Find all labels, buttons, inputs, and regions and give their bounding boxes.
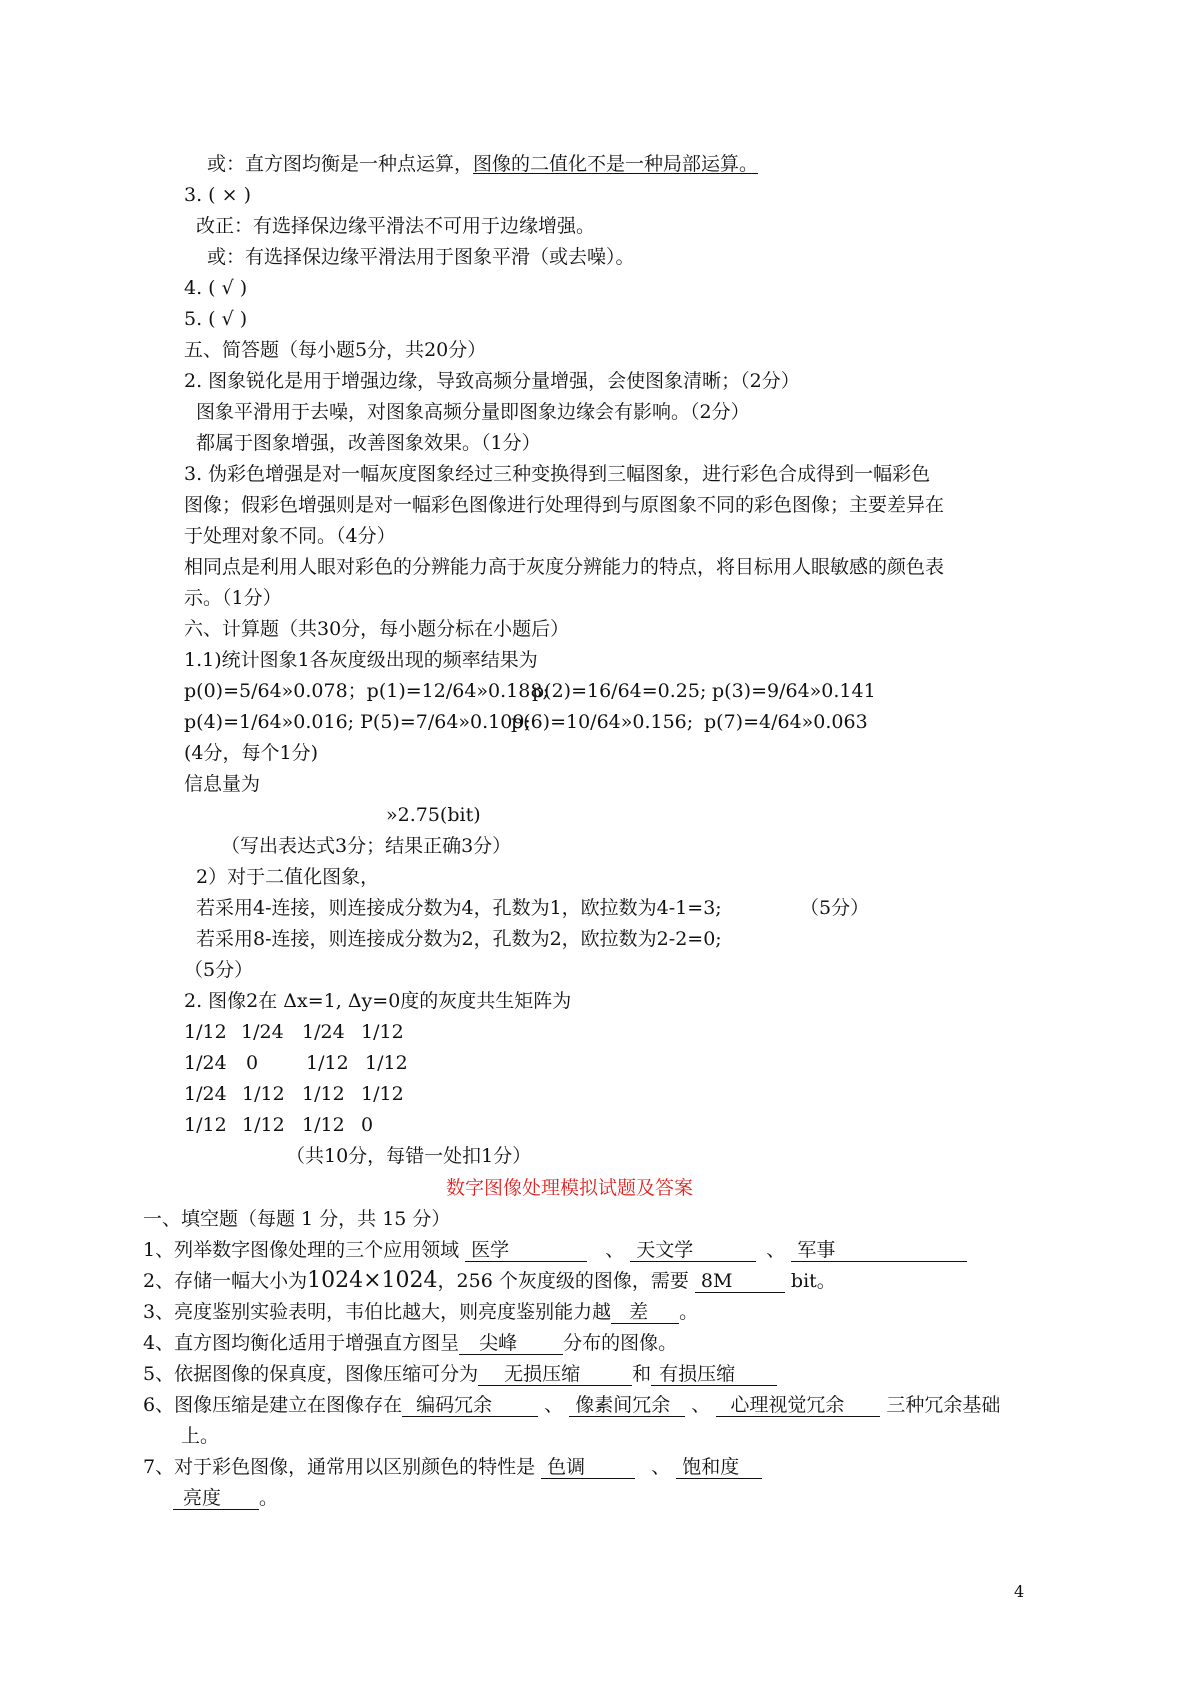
matrix-cell: 1/12 xyxy=(306,1052,349,1074)
info-label: 信息量为 xyxy=(184,773,261,795)
answer-blank: 无损压缩 xyxy=(478,1363,632,1386)
separator: 、 xyxy=(605,1239,625,1261)
s5-line: 示。（1分） xyxy=(184,587,282,609)
separator: 、 xyxy=(691,1394,711,1416)
s5-line: 图象平滑用于去噪，对图象高频分量即图象边缘会有影响。（2分） xyxy=(196,401,750,423)
question-text: 。 xyxy=(259,1487,279,1509)
answer-blank: 尖峰 xyxy=(459,1332,563,1355)
answer-blank: 差 xyxy=(611,1301,679,1324)
question-2 xyxy=(143,1269,836,1293)
s5-line: 都属于图象增强，改善图象效果。（1分） xyxy=(196,432,541,454)
answer-5: 5. ( √ ) xyxy=(184,308,248,330)
answer-blank: 天文学 xyxy=(630,1239,756,1262)
score-note: （5分） xyxy=(800,897,870,919)
prob-p6: p(6)=10/64»0.156; xyxy=(511,711,694,733)
question-text: 3、亮度鉴别实验表明，韦伯比越大，则亮度鉴别能力越 xyxy=(143,1301,612,1323)
or-line xyxy=(207,152,758,176)
answer-blank: 心理视觉冗余 xyxy=(716,1394,880,1417)
answer-blank: 像素间冗余 xyxy=(569,1394,685,1417)
score-note: （写出表达式3分；结果正确3分） xyxy=(221,835,512,857)
s5-line: 2. 图象锐化是用于增强边缘，导致高频分量增强，会使图象清晰；（2分） xyxy=(184,370,800,392)
answer-blank: 饱和度 xyxy=(676,1456,762,1479)
score-note: (4分，每个1分) xyxy=(184,742,319,764)
matrix-cell: 1/12 xyxy=(184,1021,227,1043)
answer-blank: 亮度 xyxy=(173,1487,259,1510)
question-text: ，256 个灰度级的图像，需要 xyxy=(437,1270,689,1292)
answer-blank: 军事 xyxy=(791,1239,967,1262)
question-text: 分布的图像。 xyxy=(563,1332,678,1354)
matrix-cell: 1/24 xyxy=(184,1083,227,1105)
matrix-cell: 1/24 xyxy=(302,1021,345,1043)
answer-blank: 有损压缩 xyxy=(651,1363,777,1386)
exam-title: 数字图像处理模拟试题及答案 xyxy=(446,1177,694,1199)
prob-p2: p(2)=16/64=0.25; xyxy=(532,680,707,702)
matrix-cell: 1/24 xyxy=(241,1021,284,1043)
prob-p7: p(7)=4/64»0.063 xyxy=(704,711,868,733)
section-6-heading: 六、计算题（共30分，每小题分标在小题后） xyxy=(184,618,570,640)
question-text: 6、图像压缩是建立在图像存在 xyxy=(143,1394,403,1416)
section-5-heading: 五、简答题（每小题5分，共20分） xyxy=(184,339,487,361)
s5-line: 相同点是利用人眼对彩色的分辨能力高于灰度分辨能力的特点，将目标用人眼敏感的颜色表 xyxy=(184,556,945,578)
separator: 、 xyxy=(766,1239,786,1261)
matrix-cell: 1/12 xyxy=(302,1114,345,1136)
matrix-cell: 1/24 xyxy=(184,1052,227,1074)
score-note: （5分） xyxy=(184,959,254,981)
matrix-cell: 1/12 xyxy=(361,1083,404,1105)
fill-in-heading: 一、填空题（每题 1 分，共 15 分） xyxy=(143,1208,451,1230)
s5-line: 图像；假彩色增强则是对一幅彩色图像进行处理得到与原图象不同的彩色图像；主要差异在 xyxy=(184,494,945,516)
question-6-cont: 上。 xyxy=(181,1425,220,1447)
question-text: 和 xyxy=(632,1363,652,1385)
prob-p0-p1: p(0)=5/64»0.078；p(1)=12/64»0.188; xyxy=(184,680,549,702)
answer-4: 4. ( √ ) xyxy=(184,277,248,299)
text: 或：直方图均衡是一种点运算， xyxy=(207,153,474,175)
matrix-cell: 1/12 xyxy=(302,1083,345,1105)
page-number: 4 xyxy=(1014,1582,1025,1601)
matrix-cell: 1/12 xyxy=(242,1083,285,1105)
question-text: 。 xyxy=(679,1301,699,1323)
separator: 、 xyxy=(651,1456,671,1478)
info-result: »2.75(bit) xyxy=(386,804,481,826)
s6-line: 1.1)统计图象1各灰度级出现的频率结果为 xyxy=(184,649,538,671)
question-1 xyxy=(143,1238,967,1262)
matrix-cell: 1/12 xyxy=(361,1021,404,1043)
question-text: 1、列举数字图像处理的三个应用领域 xyxy=(143,1239,460,1261)
math-expression: 1024×1024 xyxy=(307,1268,438,1293)
question-7-cont xyxy=(173,1486,278,1510)
question-text: 2、存储一幅大小为 xyxy=(143,1270,308,1292)
correction-3: 改正：有选择保边缘平滑法不可用于边缘增强。 xyxy=(196,215,596,237)
s6-line: 若采用8-连接，则连接成分数为2，孔数为2，欧拉数为2-2=0; xyxy=(196,928,722,950)
s6-line: 若采用4-连接，则连接成分数为4，孔数为1，欧拉数为4-1=3; xyxy=(196,897,722,919)
prob-p4-p5: p(4)=1/64»0.016; P(5)=7/64»0.109; xyxy=(184,711,531,733)
s6-line: 2）对于二值化图象， xyxy=(196,866,380,888)
question-text: 5、依据图像的保真度，图像压缩可分为 xyxy=(143,1363,479,1385)
question-6 xyxy=(143,1393,1000,1417)
answer-blank: 8M xyxy=(695,1270,785,1293)
separator: 、 xyxy=(544,1394,564,1416)
matrix-cell: 1/12 xyxy=(242,1114,285,1136)
s5-line: 3. 伪彩色增强是对一幅灰度图象经过三种变换得到三幅图象，进行彩色合成得到一幅彩色 xyxy=(184,463,931,485)
question-text: 7、对于彩色图像，通常用以区别颜色的特性是 xyxy=(143,1456,536,1478)
matrix-cell: 0 xyxy=(246,1052,259,1074)
question-text: bit。 xyxy=(790,1270,836,1292)
answer-3: 3. ( × ) xyxy=(184,184,251,206)
score-note: （共10分，每错一处扣1分） xyxy=(286,1145,532,1167)
question-5 xyxy=(143,1362,777,1386)
question-7 xyxy=(143,1455,762,1479)
answer-blank: 编码冗余 xyxy=(402,1394,538,1417)
question-4 xyxy=(143,1331,677,1355)
question-text: 4、直方图均衡化适用于增强直方图呈 xyxy=(143,1332,460,1354)
prob-p3: p(3)=9/64»0.141 xyxy=(712,680,876,702)
underlined-text: 图像的二值化不是一种局部运算。 xyxy=(473,153,759,175)
s5-line: 于处理对象不同。（4分） xyxy=(184,525,396,547)
question-text: 三种冗余基础 xyxy=(886,1394,1001,1416)
matrix-cell: 1/12 xyxy=(365,1052,408,1074)
answer-blank: 色调 xyxy=(541,1456,635,1479)
matrix-cell: 0 xyxy=(361,1114,374,1136)
s6-line: 2. 图像2在 Δx=1, Δy=0度的灰度共生矩阵为 xyxy=(184,990,572,1012)
answer-blank: 医学 xyxy=(465,1239,587,1262)
question-3 xyxy=(143,1300,698,1324)
matrix-cell: 1/12 xyxy=(184,1114,227,1136)
alternative-3: 或：有选择保边缘平滑法用于图象平滑（或去噪）。 xyxy=(207,246,635,268)
